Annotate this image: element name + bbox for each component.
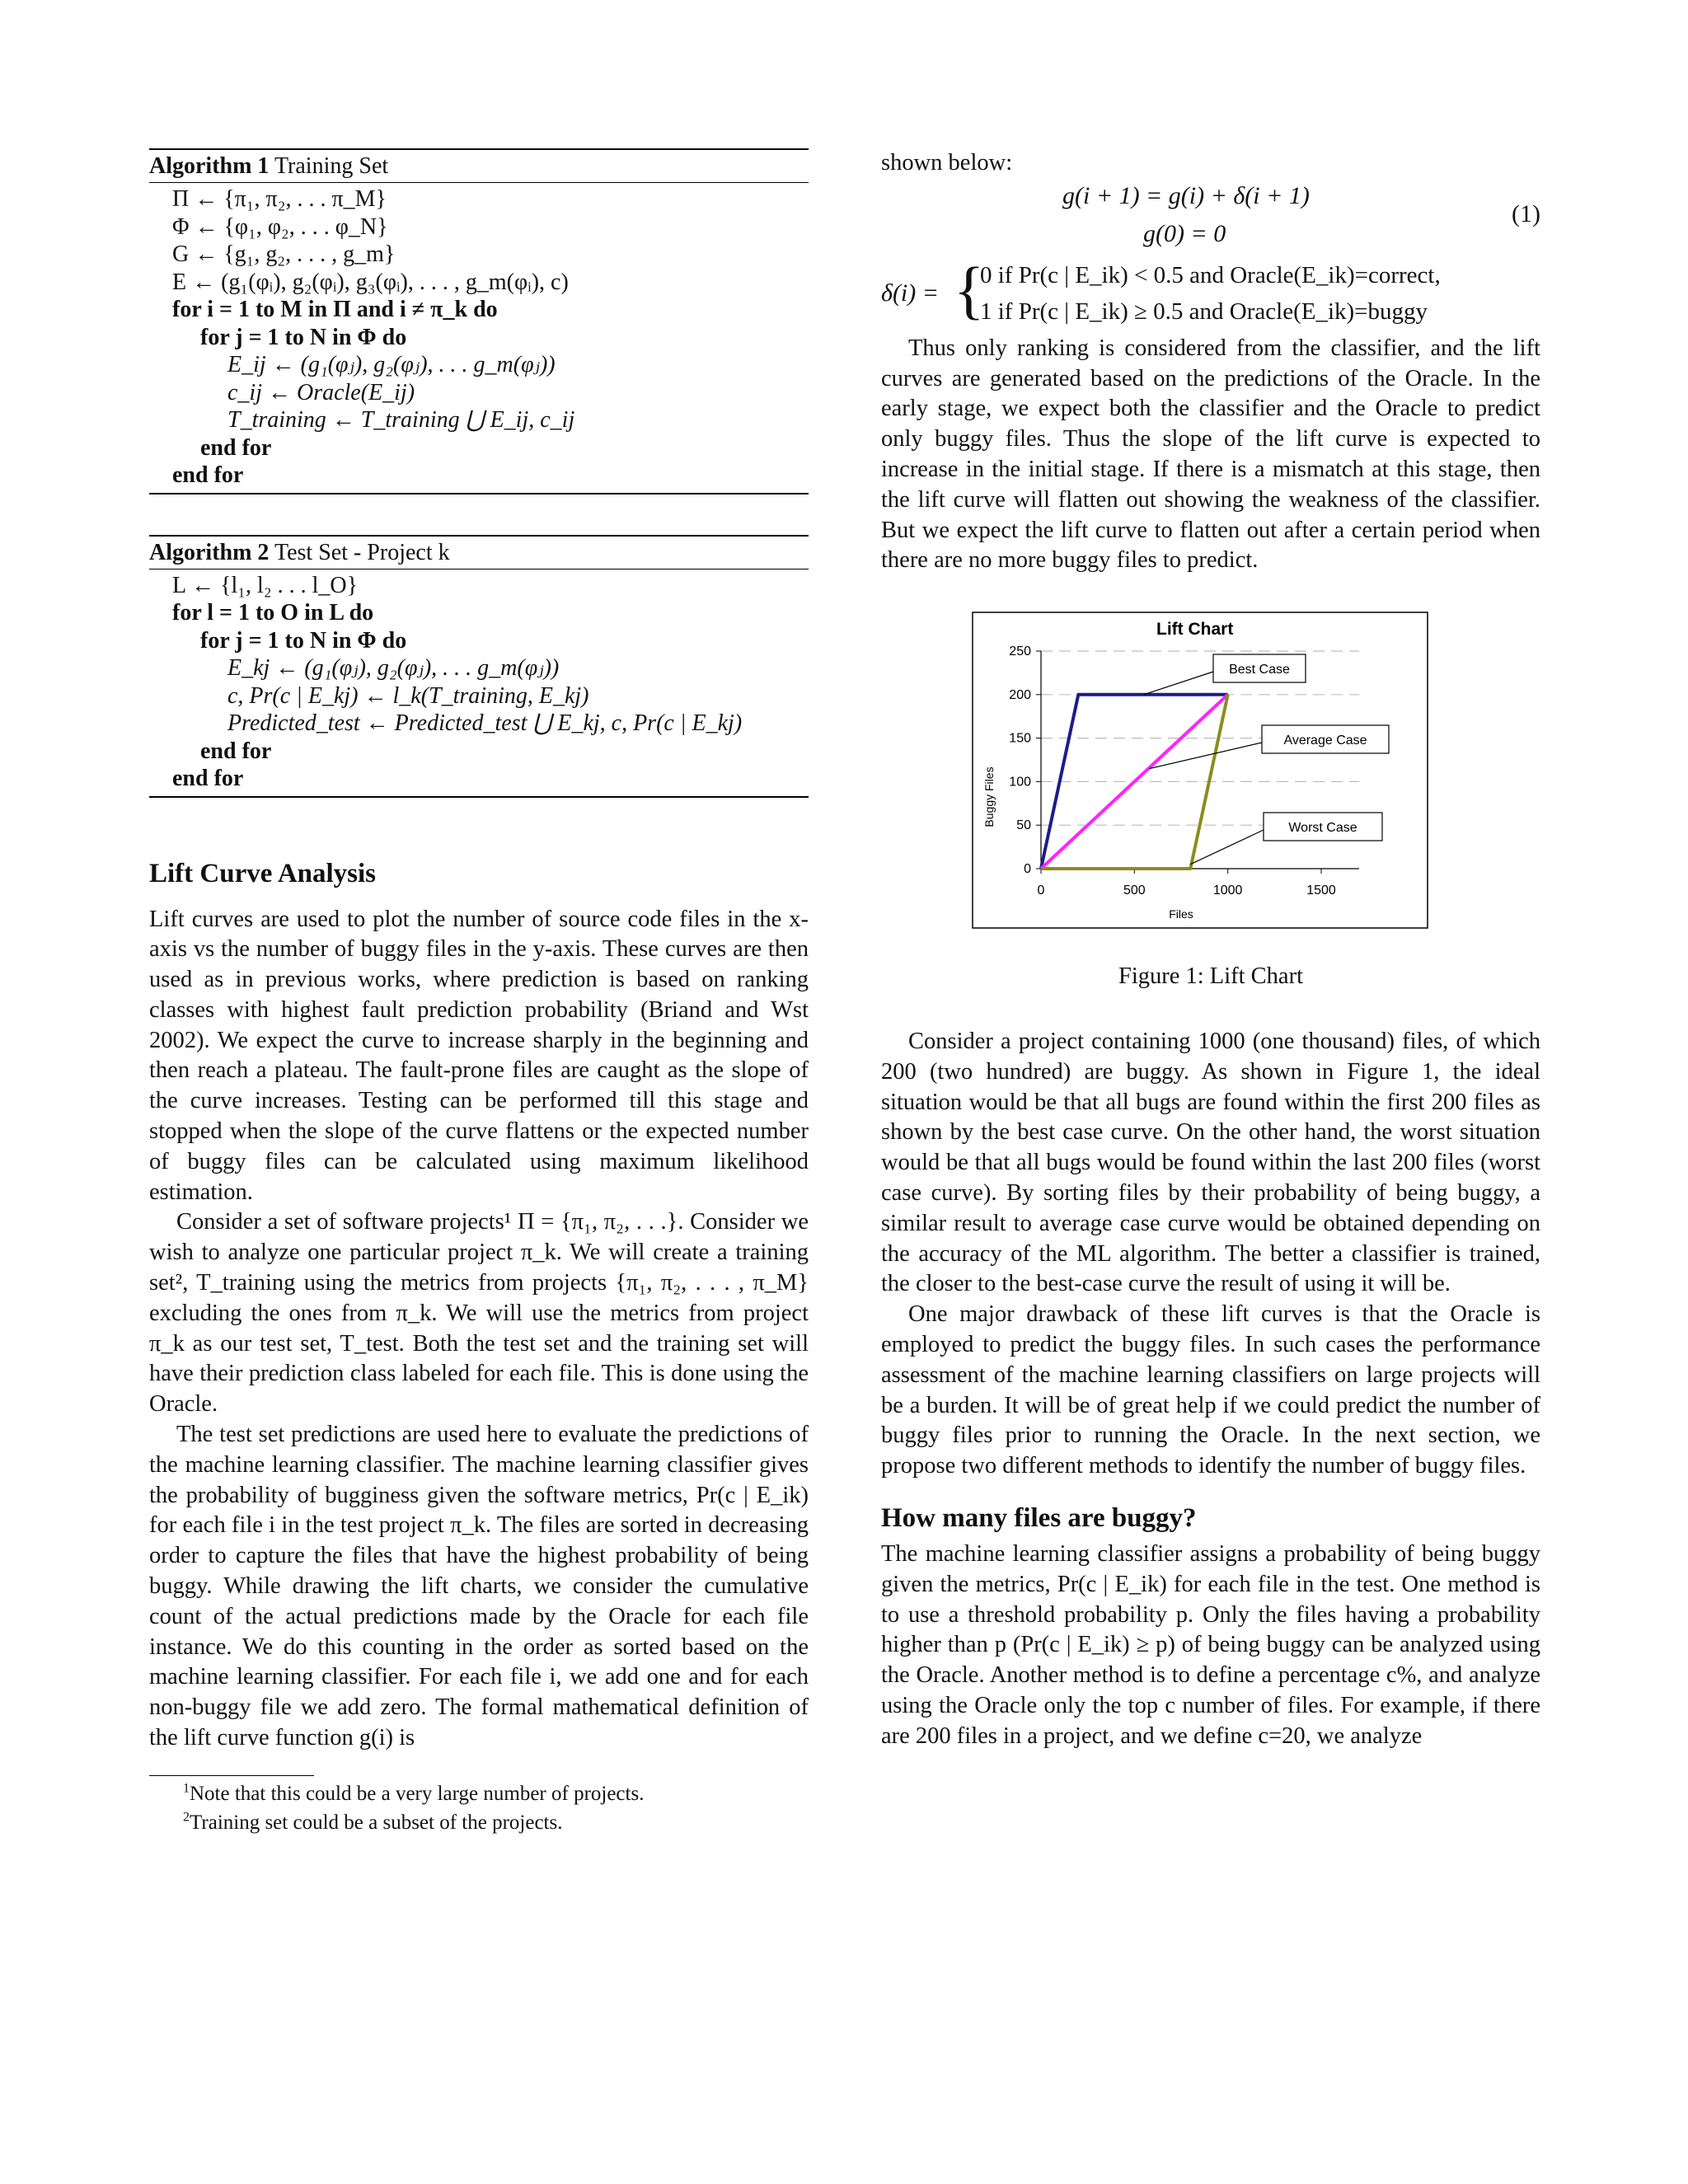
y-tick-label: 150 — [1009, 731, 1031, 746]
delta-brace: { — [954, 253, 985, 326]
x-tick-label: 1000 — [1212, 883, 1243, 898]
section-heading-buggy: How many files are buggy? — [881, 1502, 1197, 1533]
algorithm-2-title: Algorithm 2 Test Set - Project k — [149, 537, 809, 569]
algorithm-1 — [149, 148, 809, 494]
algo1-line-3: G ← {g₁, g₂, . . . , g_m} — [172, 241, 396, 267]
y-tick-label: 50 — [1016, 818, 1031, 833]
equation-1-line-2: g(0) = 0 — [1143, 219, 1226, 247]
x-tick-label: 500 — [1123, 883, 1146, 898]
footnote-rule — [149, 1775, 314, 1776]
algo1-line-5: for i = 1 to M in Π and i ≠ π_k do — [172, 297, 498, 322]
algo1-line-1: Π ← {π₁, π₂, . . . π_M} — [172, 186, 387, 212]
delta-case-1: 0 if Pr(c | E_ik) < 0.5 and Oracle(E_ik)=correct, — [980, 261, 1441, 288]
algo1-line-7: E_ij ← (g₁(φⱼ), g₂(φⱼ), . . . g_m(φⱼ)) — [227, 352, 556, 377]
paragraph-lift-2: Consider a set of software projects¹ Π = {π₁, π₂, . . .}. Consider we wish to analyze one particular project π_k. We will create a training set², T_training using the metrics from projects {π₁, π₂, . . . , π_M} excluding the ones from π_k. We will use the metrics from project π_k as our test set, T_test. Both the test set and the training set will have their prediction class labeled for each file. This is done using the Oracle. — [149, 1209, 809, 1418]
algo1-line-10: end for — [200, 434, 272, 461]
callout-label-average-case: Average Case — [1283, 733, 1367, 748]
y-tick-label: 0 — [1024, 862, 1031, 877]
algo2-line-5: c, Pr(c | E_kj) ← l_k(T_training, E_kj) — [227, 682, 589, 709]
equation-1-line-1: g(i + 1) = g(i) + δ(i + 1) — [1062, 181, 1310, 209]
y-tick-label: 250 — [1009, 644, 1031, 659]
algo1-line-4: E ← (g₁(φᵢ), g₂(φᵢ), g₃(φᵢ), . . . , g_m(φᵢ), c) — [172, 269, 569, 295]
shown-below-text: shown below: — [881, 150, 1013, 176]
algorithm-2-body — [149, 569, 809, 796]
callout-label-best-case: Best Case — [1229, 663, 1290, 677]
x-tick-label: 0 — [1037, 883, 1045, 898]
algo2-line-7: end for — [200, 738, 272, 764]
section-heading-lift-curve: Lift Curve Analysis — [149, 858, 377, 888]
algo2-line-2: for l = 1 to O in L do — [172, 600, 374, 626]
footnote-1: $^1$Note that this could be a very large number of projects. — [183, 1781, 645, 1805]
delta-definition — [881, 253, 1540, 330]
footnote-2: $^2$Training set could be a subset of the projects. — [183, 1810, 563, 1834]
delta-lhs: δ(i) = — [881, 279, 940, 307]
delta-case-2: 1 if Pr(c | E_ik) ≥ 0.5 and Oracle(E_ik)=buggy — [980, 298, 1428, 325]
y-tick-label: 100 — [1009, 775, 1031, 790]
lift-chart — [972, 612, 1428, 929]
paragraph-project: Consider a project containing 1000 (one thousand) files, of which 200 (two hundred) are buggy. As shown in Figure 1, the ideal situation would be that all bugs are found within the first 200 files as shown by the best case curve. On the other hand, the worst situation would be that all bugs would be found within the last 200 files (worst case curve). By sorting files by their probability of being buggy, a similar result to average case curve would be obtained depending on the accuracy of the ML algorithm. The better a classifier is trained, the closer to the best-case curve the result of using it will be. — [881, 1028, 1540, 1297]
callout-label-worst-case: Worst Case — [1288, 821, 1357, 836]
paragraph-drawback: One major drawback of these lift curves is that the Oracle is employed to predict the buggy files. In such cases the performance assessment of the machine learning classifiers on large projects will be a burden. It will be of great help if we could predict the number of buggy files prior to running the Oracle. In the next section, we propose two different methods to identify the number of buggy files. — [881, 1301, 1540, 1479]
algo2-line-6: Predicted_test ← Predicted_test ⋃ E_kj, c, Pr(c | E_kj) — [227, 710, 743, 736]
algorithm-2 — [149, 535, 809, 798]
algorithm-1-title: Algorithm 1 Training Set — [149, 150, 809, 183]
paragraph-lift-1: Lift curves are used to plot the number of source code files in the x-axis vs the number of buggy files in the y-axis. These curves are then used as in previous works, where prediction is based on ranking classes with highest fault prediction probability (Briand and Wst 2002). We expect the curve to increase sharply in the beginning and then reach a plateau. The fault-prone files are caught as the slope of the curve increases. Testing can be performed till this stage and stopped when the slope of the curve flattens or the expected number of buggy files can be calculated using maximum likelihood estimation. — [149, 906, 809, 1205]
y-axis-label: Buggy Files — [982, 766, 996, 827]
algo2-line-3: for j = 1 to N in Φ do — [200, 627, 407, 654]
algo1-line-8: c_ij ← Oracle(E_ij) — [227, 379, 415, 405]
algo2-line-4: E_kj ← (g₁(φⱼ), g₂(φⱼ), . . . g_m(φⱼ)) — [227, 655, 560, 681]
paragraph-how-many: The machine learning classifier assigns a probability of being buggy given the metrics, Pr(c | E_ik) for each file in the test. One method is to use a threshold probability p. Only the files having a probability higher than p (Pr(c | E_ik) ≥ p) of being buggy can be analyzed using the Oracle. Another method is to define a percentage c%, and analyze using the Oracle only the top c number of files. For example, if there are 200 files in a project, and we define c=20, we analyze — [881, 1540, 1540, 1749]
equation-1 — [881, 179, 1540, 255]
algorithm-1-body — [149, 183, 809, 493]
y-tick-label: 200 — [1009, 687, 1031, 702]
x-tick-label: 1500 — [1306, 883, 1336, 898]
paragraph-ranking: Thus only ranking is considered from the classifier, and the lift curves are generated based on the predictions of the Oracle. In the early stage, we expect both the classifier and the Oracle to predict only buggy files. Thus the slope of the lift curve is expected to increase in the initial stage. If there is a mismatch at this stage, then the lift curve will flatten out showing the weakness of the classifier. But we expect the lift curve to flatten out after a certain period when there are no more buggy files to predict. — [881, 335, 1540, 574]
chart-title: Lift Chart — [1156, 620, 1234, 640]
left-column — [149, 148, 809, 1837]
algo1-line-2: Φ ← {φ₁, φ₂, . . . φ_N} — [172, 213, 388, 240]
x-axis-label: Files — [1169, 907, 1193, 921]
algo1-line-9: T_training ← T_training ⋃ E_ij, c_ij — [227, 407, 575, 433]
algo2-line-8: end for — [172, 766, 244, 791]
algo2-line-1: L ← {l₁, l₂ . . . l_O} — [172, 572, 359, 598]
algo1-line-11: end for — [172, 462, 244, 488]
lift-chart-figure — [972, 612, 1428, 929]
algo1-line-6: for j = 1 to N in Φ do — [200, 324, 407, 350]
paragraph-lift-3: The test set predictions are used here to evaluate the predictions of the machine learning classifier. The machine learning classifier gives the probability of bugginess given the software metrics, Pr(c | E_ik) for each file i in the test project π_k. The files are sorted in decreasing order to capture the files that have the highest probability of being buggy. While drawing the lift charts, we consider the cumulative count of the actual predictions made by the Oracle for each file instance. We do this counting in the order as sorted based on the machine learning classifier. For each file i, we add one and for each non-buggy file we add zero. The formal mathematical definition of the lift curve function g(i) is — [149, 1422, 809, 1751]
equation-1-number: (1) — [1512, 199, 1540, 227]
right-column — [881, 148, 1540, 1752]
figure-caption: Figure 1: Lift Chart — [1118, 963, 1303, 990]
